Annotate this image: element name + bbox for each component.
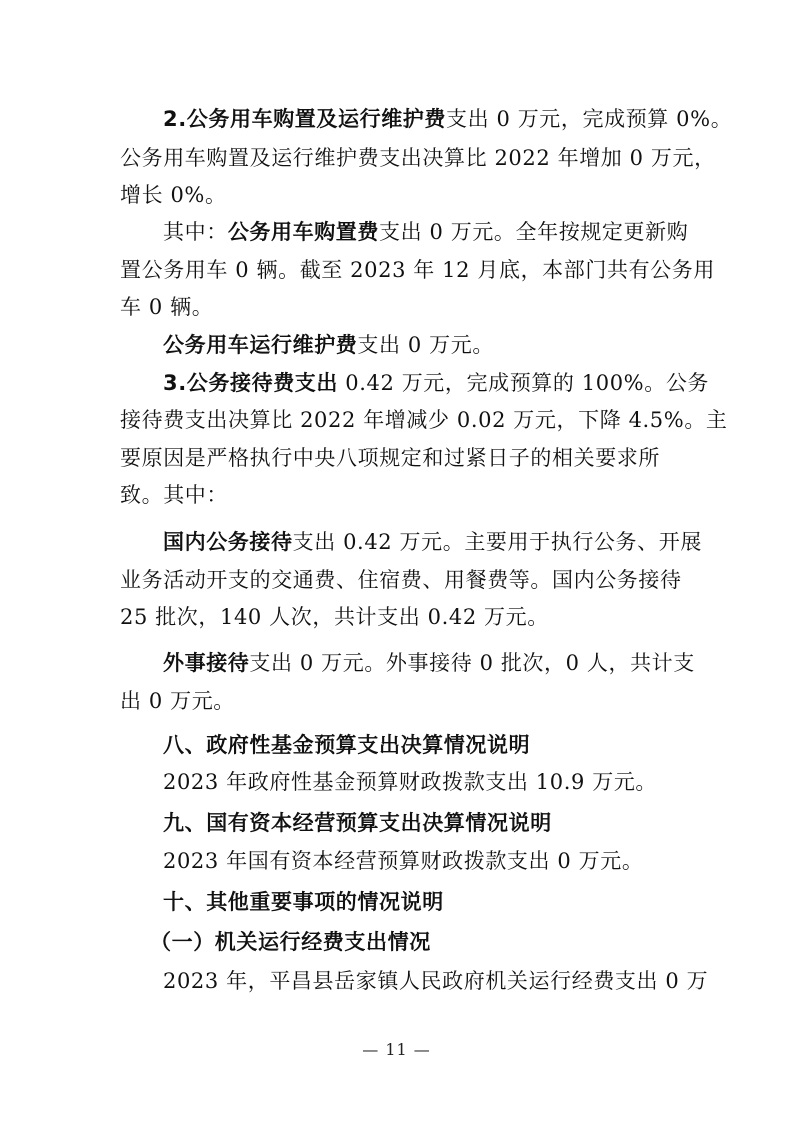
bold-term: 公务用车运行维护费 [163,333,358,357]
section-heading-10: 十、其他重要事项的情况说明 [163,890,444,914]
line-text: 支出 0 万元。外事接待 0 批次，0 人，共计支 [249,651,695,675]
bold-term: 外事接待 [163,651,250,675]
bold-term: 公务用车购置费 [227,220,380,244]
paragraph-line: 公务用车购置及运行维护费支出决算比 2022 年增加 0 万元， [120,146,716,170]
section-heading-9: 九、国有资本经营预算支出决算情况说明 [163,811,552,835]
paragraph-line: 要原因是严格执行中央八项规定和过紧日子的相关要求所 [120,446,660,470]
paragraph-line: 致。其中： [120,483,228,507]
paragraph-line: 接待费支出决算比 2022 年增减少 0.02 万元，下降 4.5%。主 [120,408,728,432]
line-text: 支出 0 万元。 [357,333,494,357]
page-number: — 11 — [362,1040,431,1059]
bold-term: 2.公务用车购置及运行维护费 [163,107,446,131]
bold-term: 国内公务接待 [163,530,293,554]
paragraph-line: 车 0 辆。 [120,295,214,319]
paragraph-line [163,217,688,247]
paragraph-line [163,330,494,360]
paragraph-line: 出 0 万元。 [120,689,235,713]
paragraph-line: 2023 年政府性基金预算财政拨款支出 10.9 万元。 [163,770,658,794]
bold-term: 3.公务接待费支出 [163,371,338,395]
paragraph-line: 2023 年国有资本经营预算财政拨款支出 0 万元。 [163,849,644,873]
paragraph-line [163,104,732,134]
subsection-heading: （一）机关运行经费支出情况 [150,930,431,954]
section-heading-8: 八、政府性基金预算支出决算情况说明 [163,733,531,757]
paragraph-line [163,368,709,398]
paragraph-line: 增长 0%。 [120,183,227,207]
line-text: 其中： [163,220,228,244]
line-text: 支出 0.42 万元。主要用于执行公务、开展 [292,530,702,554]
paragraph-line: 25 批次，140 人次，共计支出 0.42 万元。 [120,605,549,629]
paragraph-line: 置公务用车 0 辆。截至 2023 年 12 月底，本部门共有公务用 [120,258,715,282]
paragraph-line [163,648,695,678]
paragraph-line: 2023 年，平昌县岳家镇人民政府机关运行经费支出 0 万 [163,969,709,993]
line-text: 支出 0 万元，完成预算 0%。 [446,107,733,131]
line-text: 0.42 万元，完成预算的 100%。公务 [338,371,710,395]
line-text: 支出 0 万元。全年按规定更新购 [379,220,689,244]
paragraph-line [163,527,702,557]
paragraph-line: 业务活动开支的交通费、住宿费、用餐费等。国内公务接待 [120,568,682,592]
